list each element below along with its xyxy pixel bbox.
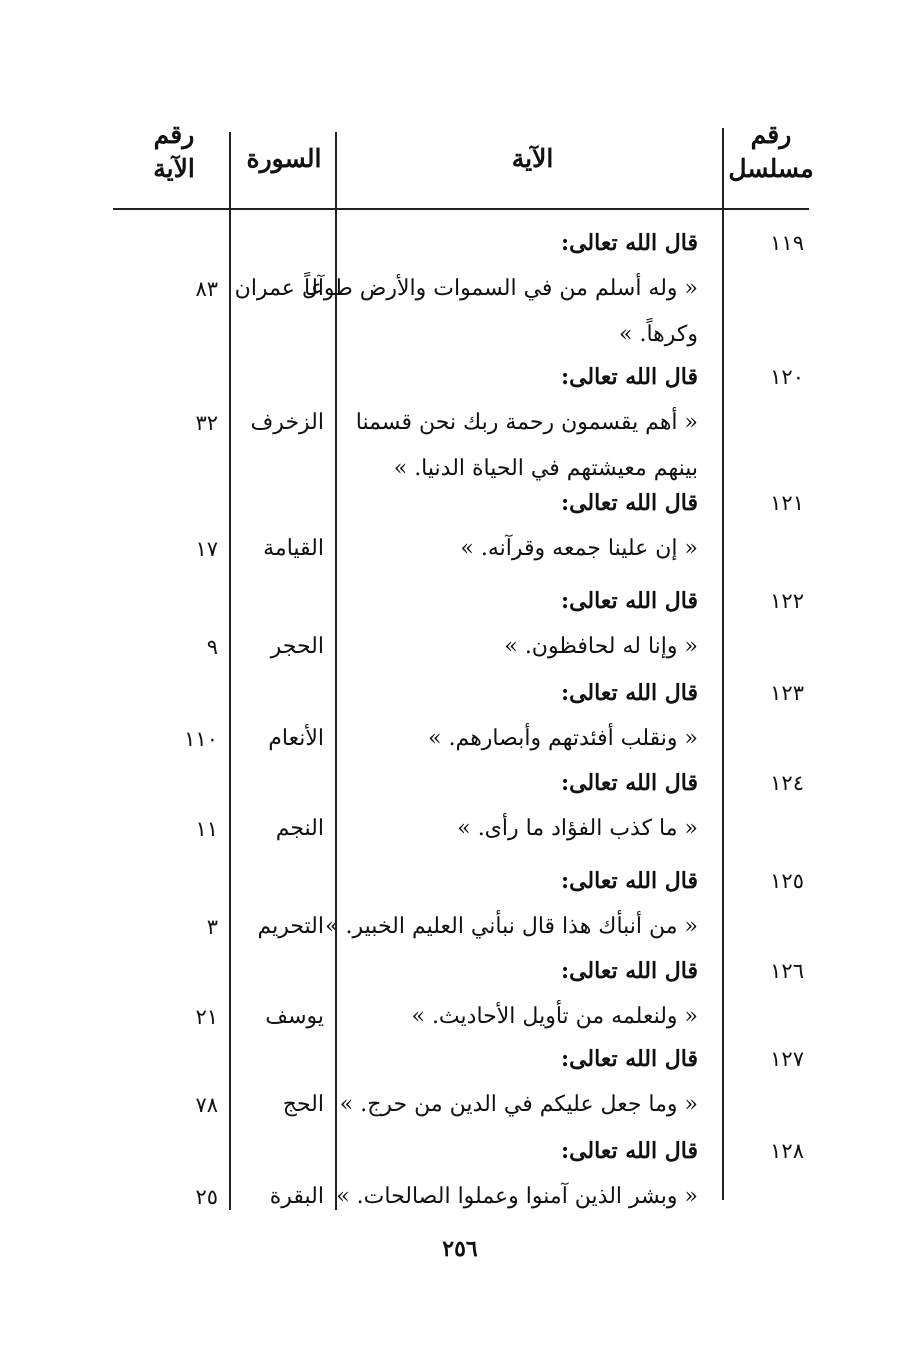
verse-number: ١١٠ xyxy=(184,727,218,751)
verse-line: « وما جعل عليكم في الدين من حرج. » xyxy=(339,1092,698,1117)
verse-line: بينهم معيشتهم في الحياة الدنيا. » xyxy=(393,456,698,481)
surah-name: الحجر xyxy=(270,634,324,659)
surah-name: التحريم xyxy=(257,914,324,939)
header-serial-line1: رقم xyxy=(750,120,792,149)
verse-line: « وإنا له لحافظون. » xyxy=(504,634,698,659)
serial-number: ١٢٧ xyxy=(770,1047,804,1071)
surah-name: البقرة xyxy=(269,1184,324,1209)
verse-number: ٣٢ xyxy=(195,411,218,435)
surah-name: الزخرف xyxy=(250,410,324,435)
header-surah: السورة xyxy=(246,144,322,173)
verse-line: « أهم يقسمون رحمة ربك نحن قسمنا xyxy=(355,410,698,435)
verse-line: « وبشر الذين آمنوا وعملوا الصالحات. » xyxy=(336,1184,698,1209)
page-number: ٢٥٦ xyxy=(442,1236,478,1262)
header-verse-number-line2: الآية xyxy=(153,154,195,183)
verse-line: « ولنعلمه من تأويل الأحاديث. » xyxy=(411,1004,698,1029)
header-rule xyxy=(113,208,809,210)
verse-number: ٨٣ xyxy=(195,277,218,301)
verse-intro: قال الله تعالى: xyxy=(560,868,698,894)
verse-number: ١٧ xyxy=(195,537,218,561)
header-verse: الآية xyxy=(511,144,554,173)
surah-name: آل عمران xyxy=(234,276,324,301)
serial-number: ١٢١ xyxy=(770,491,804,515)
surah-name: النجم xyxy=(275,816,324,841)
verse-number: ٣ xyxy=(206,915,218,939)
serial-number: ١٢٠ xyxy=(770,365,804,389)
verse-line: « وله أسلم من في السموات والأرض طوعاً xyxy=(304,276,698,301)
verse-intro: قال الله تعالى: xyxy=(560,958,698,984)
surah-name: الحج xyxy=(282,1092,324,1117)
verse-number: ٧٨ xyxy=(195,1093,218,1117)
verse-line: « من أنبأك هذا قال نبأني العليم الخبير. » xyxy=(325,914,698,939)
verse-intro: قال الله تعالى: xyxy=(560,680,698,706)
serial-number: ١٢٨ xyxy=(770,1139,804,1163)
header-verse-number xyxy=(118,118,230,186)
verse-line: « إن علينا جمعه وقرآنه. » xyxy=(460,536,698,561)
header-serial xyxy=(726,118,816,186)
verse-intro: قال الله تعالى: xyxy=(560,490,698,516)
header-verse-number-line1: رقم xyxy=(153,120,195,149)
verse-intro: قال الله تعالى: xyxy=(560,364,698,390)
column-rule-surah xyxy=(229,132,231,1210)
serial-number: ١٢٥ xyxy=(770,869,804,893)
verse-line: وكرهاً. » xyxy=(619,322,698,347)
verse-intro: قال الله تعالى: xyxy=(560,230,698,256)
serial-number: ١١٩ xyxy=(770,231,804,255)
verse-number: ٢١ xyxy=(195,1005,218,1029)
verse-number: ١١ xyxy=(195,817,218,841)
serial-number: ١٢٦ xyxy=(770,959,804,983)
serial-number: ١٢٤ xyxy=(770,771,804,795)
header-serial-line2: مسلسل xyxy=(728,154,814,183)
verse-number: ٢٥ xyxy=(195,1185,218,1209)
surah-name: القيامة xyxy=(263,536,324,561)
verse-line: « ونقلب أفئدتهم وأبصارهم. » xyxy=(428,726,698,751)
serial-number: ١٢٣ xyxy=(770,681,804,705)
verse-intro: قال الله تعالى: xyxy=(560,1138,698,1164)
verse-intro: قال الله تعالى: xyxy=(560,588,698,614)
surah-name: يوسف xyxy=(265,1004,324,1029)
surah-name: الأنعام xyxy=(268,726,324,751)
serial-number: ١٢٢ xyxy=(770,589,804,613)
verse-intro: قال الله تعالى: xyxy=(560,770,698,796)
verse-intro: قال الله تعالى: xyxy=(560,1046,698,1072)
verse-number: ٩ xyxy=(206,635,218,659)
verse-line: « ما كذب الفؤاد ما رأى. » xyxy=(457,816,698,841)
column-rule-serial xyxy=(722,128,724,1200)
